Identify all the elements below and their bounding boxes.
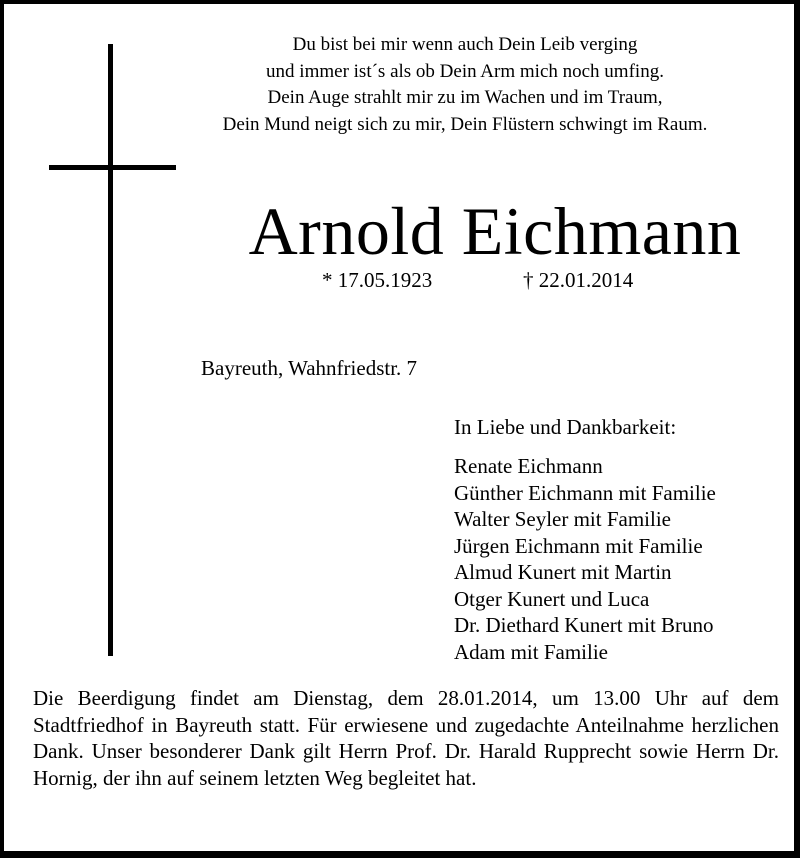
mourner-name: Otger Kunert und Luca: [454, 586, 650, 611]
poem-line: Dein Auge strahlt mir zu im Wachen und im Traum,: [267, 87, 663, 108]
birth-date: * 17.05.1923: [322, 268, 433, 292]
address: Bayreuth, Wahnfriedstr. 7: [201, 356, 418, 380]
mourner-name: Jürgen Eichmann mit Familie: [454, 533, 703, 558]
mourner-name: Dr. Diethard Kunert mit Bruno: [454, 613, 714, 637]
mourners-heading: In Liebe und Dankbarkeit:: [454, 415, 677, 439]
deceased-name: Arnold Eichmann: [248, 193, 742, 269]
mourner-name: Walter Seyler mit Familie: [454, 507, 672, 531]
cross-vertical-bar: [108, 44, 113, 656]
mourner-name: Adam mit Familie: [454, 639, 608, 664]
poem-line: Dein Mund neigt sich zu mir, Dein Flüstern schwingt im Raum.: [222, 113, 708, 135]
poem-line: Du bist bei mir wenn auch Dein Leib verging: [292, 34, 638, 55]
mourner-name: Günther Eichmann mit Familie: [454, 480, 716, 505]
mourner-name: Almud Kunert mit Martin: [454, 560, 672, 584]
poem: [150, 32, 780, 138]
mourners-list: [454, 453, 716, 665]
mourner-name: Renate Eichmann: [454, 454, 603, 478]
poem-line: und immer ist´s als ob Dein Arm mich noch umfing.: [266, 60, 664, 82]
death-date: † 22.01.2014: [523, 268, 634, 292]
funeral-notice: Die Beerdigung findet am Dienstag, dem 28.01.2014, um 13.00 Uhr auf dem Stadtfriedhof in Bayreuth statt. Für erwiesene und zugedachte Anteilnahme herzlichen Dank. Unser besonderer Dank gilt Herrn Prof. Dr. Harald Rupprecht sowie Herrn Dr. Hornig, der ihn auf seinem letzten Weg begleitet hat.: [33, 686, 779, 790]
cross-horizontal-bar: [49, 165, 176, 170]
